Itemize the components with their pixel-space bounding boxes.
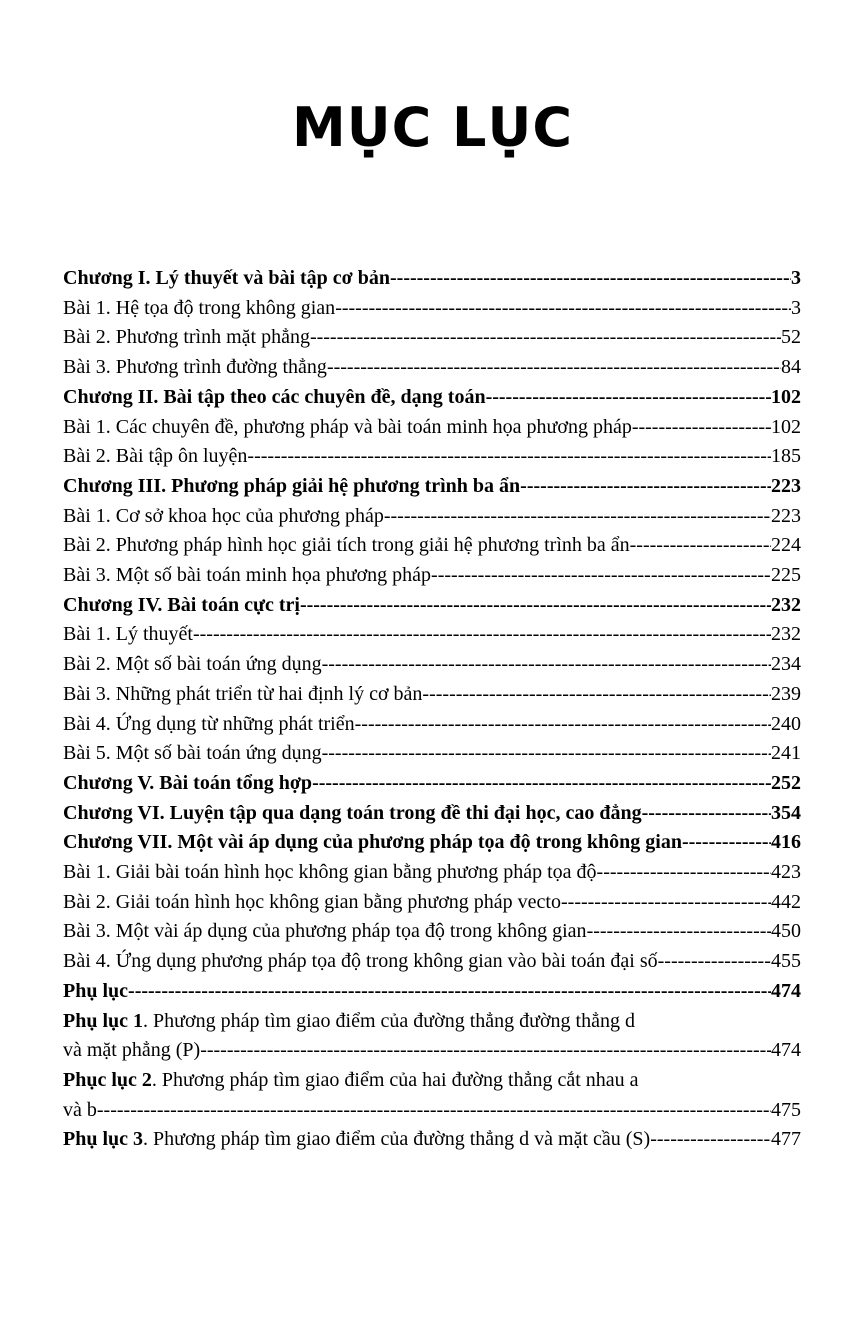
toc-entry-page: 455 — [771, 950, 801, 973]
toc-entry-label: Chương IV. Bài toán cực trị — [63, 593, 300, 616]
dot-leader — [300, 591, 771, 621]
toc-entry-page: 223 — [771, 474, 801, 497]
toc-entry-page: 239 — [771, 682, 801, 705]
toc-entry-page: 224 — [771, 534, 801, 557]
toc-entry[interactable] — [63, 947, 801, 977]
toc-entry[interactable] — [63, 264, 801, 294]
toc-entry[interactable] — [63, 828, 801, 858]
table-of-contents — [63, 264, 801, 1155]
toc-entry-page: 423 — [771, 861, 801, 884]
dot-leader — [597, 858, 771, 888]
toc-entry-line — [63, 1036, 801, 1066]
dot-leader — [632, 413, 771, 443]
toc-entry-page: 477 — [771, 1128, 801, 1151]
toc-entry[interactable] — [63, 531, 801, 561]
dot-leader — [682, 828, 771, 858]
dot-leader — [650, 1125, 771, 1155]
toc-entry-label — [63, 1125, 650, 1155]
dot-leader — [310, 323, 781, 353]
appendix-title-continued: và mặt phẳng (P) — [63, 1039, 201, 1062]
dot-leader — [587, 917, 771, 947]
toc-entry[interactable] — [63, 620, 801, 650]
toc-entry-page: 223 — [771, 504, 801, 527]
toc-entry-label: Bài 3. Những phát triển từ hai định lý cơ bản — [63, 682, 423, 705]
dot-leader — [322, 739, 771, 769]
toc-entry-label: Bài 1. Cơ sở khoa học của phương pháp — [63, 504, 384, 527]
appendix-prefix: Phục lục 2 — [63, 1068, 152, 1091]
toc-entry-page: 474 — [771, 979, 801, 1002]
toc-entry-page: 225 — [771, 564, 801, 587]
toc-entry-page: 232 — [771, 623, 801, 646]
dot-leader — [193, 620, 771, 650]
toc-entry-label: Chương I. Lý thuyết và bài tập cơ bản — [63, 267, 390, 289]
toc-entry[interactable] — [63, 323, 801, 353]
dot-leader — [561, 888, 771, 918]
dot-leader — [355, 710, 771, 740]
dot-leader — [390, 264, 791, 294]
toc-entry-page: 84 — [781, 356, 801, 379]
toc-entry-page: 354 — [771, 801, 801, 824]
toc-entry-label: Chương III. Phương pháp giải hệ phương trình ba ẩn — [63, 474, 521, 497]
dot-leader — [630, 531, 771, 561]
toc-entry-label: Chương VII. Một vài áp dụng của phương pháp tọa độ trong không gian — [63, 831, 682, 854]
toc-entry[interactable] — [63, 710, 801, 740]
toc-entry-page: 475 — [771, 1098, 801, 1121]
toc-entry-label: Bài 3. Phương trình đường thẳng — [63, 356, 327, 379]
toc-entry[interactable] — [63, 799, 801, 829]
toc-entry-label: Bài 4. Ứng dụng từ những phát triển — [63, 712, 355, 735]
toc-entry-page: 234 — [771, 653, 801, 676]
dot-leader — [97, 1096, 771, 1126]
toc-appendix-entry[interactable] — [63, 1066, 801, 1125]
appendix-title: . Phương pháp tìm giao điểm của hai đường thẳng cắt nhau a — [151, 1068, 639, 1091]
dot-leader — [642, 799, 771, 829]
toc-entry[interactable] — [63, 561, 801, 591]
appendix-title: . Phương pháp tìm giao điểm của đường thẳng đường thẳng d — [143, 1009, 635, 1032]
dot-leader — [384, 502, 771, 532]
toc-entry-page: 252 — [771, 771, 801, 794]
toc-entry-page: 450 — [771, 920, 801, 943]
appendix-prefix: Phụ lục 3 — [63, 1128, 144, 1151]
toc-entry-page: 474 — [771, 1039, 801, 1062]
dot-leader — [422, 680, 771, 710]
toc-entry[interactable] — [63, 858, 801, 888]
toc-entry-label: Chương VI. Luyện tập qua dạng toán trong đề thi đại học, cao đẳng — [63, 801, 642, 824]
toc-entry-label: Chương V. Bài toán tổng hợp — [63, 771, 313, 794]
toc-entry-label: Bài 2. Phương pháp hình học giải tích trong giải hệ phương trình ba ẩn — [63, 534, 630, 557]
toc-entry-label: Bài 2. Phương trình mặt phẳng — [63, 326, 310, 349]
toc-entry-label: Bài 3. Một vài áp dụng của phương pháp tọa độ trong không gian — [63, 920, 587, 943]
toc-entry[interactable] — [63, 591, 801, 621]
toc-entry-line — [63, 1125, 801, 1155]
toc-entry-page: 241 — [771, 742, 801, 765]
toc-entry-label: Bài 1. Giải bài toán hình học không gian bằng phương pháp tọa độ — [63, 861, 597, 884]
dot-leader — [312, 769, 771, 799]
toc-entry-page: 185 — [771, 445, 801, 468]
dot-leader — [322, 650, 771, 680]
toc-entry-label — [63, 1007, 635, 1037]
dot-leader — [327, 353, 781, 383]
toc-entry[interactable] — [63, 442, 801, 472]
toc-entry[interactable] — [63, 769, 801, 799]
toc-entry[interactable] — [63, 917, 801, 947]
toc-entry[interactable] — [63, 294, 801, 324]
dot-leader — [128, 977, 771, 1007]
toc-entry-label: Bài 5. Một số bài toán ứng dụng — [63, 742, 322, 765]
dot-leader — [431, 561, 771, 591]
toc-entry-label — [63, 1066, 639, 1096]
toc-entry[interactable] — [63, 977, 801, 1007]
toc-entry-page: 102 — [771, 415, 801, 438]
toc-entry[interactable] — [63, 383, 801, 413]
toc-entry-page: 3 — [791, 267, 801, 289]
dot-leader — [486, 383, 771, 413]
toc-entry-line — [63, 1007, 801, 1037]
toc-entry-label: Bài 2. Bài tập ôn luyện — [63, 445, 248, 468]
toc-entry[interactable] — [63, 739, 801, 769]
toc-entry-page: 240 — [771, 712, 801, 735]
toc-entry-label: Bài 1. Hệ tọa độ trong không gian — [63, 296, 336, 319]
appendix-title-continued: và b — [63, 1098, 97, 1121]
toc-entry-page: 416 — [771, 831, 801, 854]
toc-entry-line — [63, 1066, 801, 1096]
toc-entry-label: Bài 3. Một số bài toán minh họa phương pháp — [63, 564, 432, 587]
toc-entry-label: Bài 1. Lý thuyết — [63, 623, 193, 646]
toc-entry-line — [63, 1096, 801, 1126]
toc-entry-page: 52 — [781, 326, 801, 349]
toc-appendix-entry[interactable] — [63, 1125, 801, 1155]
toc-entry-label: Phụ lục — [63, 979, 129, 1002]
toc-entry[interactable] — [63, 650, 801, 680]
toc-entry[interactable] — [63, 413, 801, 443]
toc-entry[interactable] — [63, 888, 801, 918]
toc-entry-page: 3 — [791, 296, 801, 319]
dot-leader — [520, 472, 771, 502]
toc-appendix-entry[interactable] — [63, 1007, 801, 1066]
toc-entry-page: 442 — [771, 890, 801, 913]
toc-entry-label: Bài 2. Giải toán hình học không gian bằng phương pháp vecto — [63, 890, 561, 913]
toc-entry-label: Chương II. Bài tập theo các chuyên đề, dạng toán — [63, 385, 486, 408]
dot-leader — [658, 947, 771, 977]
toc-entry-label: Bài 1. Các chuyên đề, phương pháp và bài toán minh họa phương pháp — [63, 415, 632, 438]
dot-leader — [335, 294, 791, 324]
toc-entry[interactable] — [63, 353, 801, 383]
appendix-title: . Phương pháp tìm giao điểm của đường thẳng d và mặt cầu (S) — [143, 1128, 651, 1151]
dot-leader — [200, 1036, 771, 1066]
toc-entry-page: 102 — [771, 385, 801, 408]
toc-entry[interactable] — [63, 472, 801, 502]
toc-entry-label: Bài 4. Ứng dụng phương pháp tọa độ trong không gian vào bài toán đại số — [63, 950, 658, 973]
appendix-prefix: Phụ lục 1 — [63, 1009, 144, 1032]
toc-entry[interactable] — [63, 502, 801, 532]
toc-entry-page: 232 — [771, 593, 801, 616]
toc-entry-label: Bài 2. Một số bài toán ứng dụng — [63, 653, 322, 676]
dot-leader — [247, 442, 771, 472]
page-title: MỤC LỤC — [292, 96, 573, 159]
toc-entry[interactable] — [63, 680, 801, 710]
